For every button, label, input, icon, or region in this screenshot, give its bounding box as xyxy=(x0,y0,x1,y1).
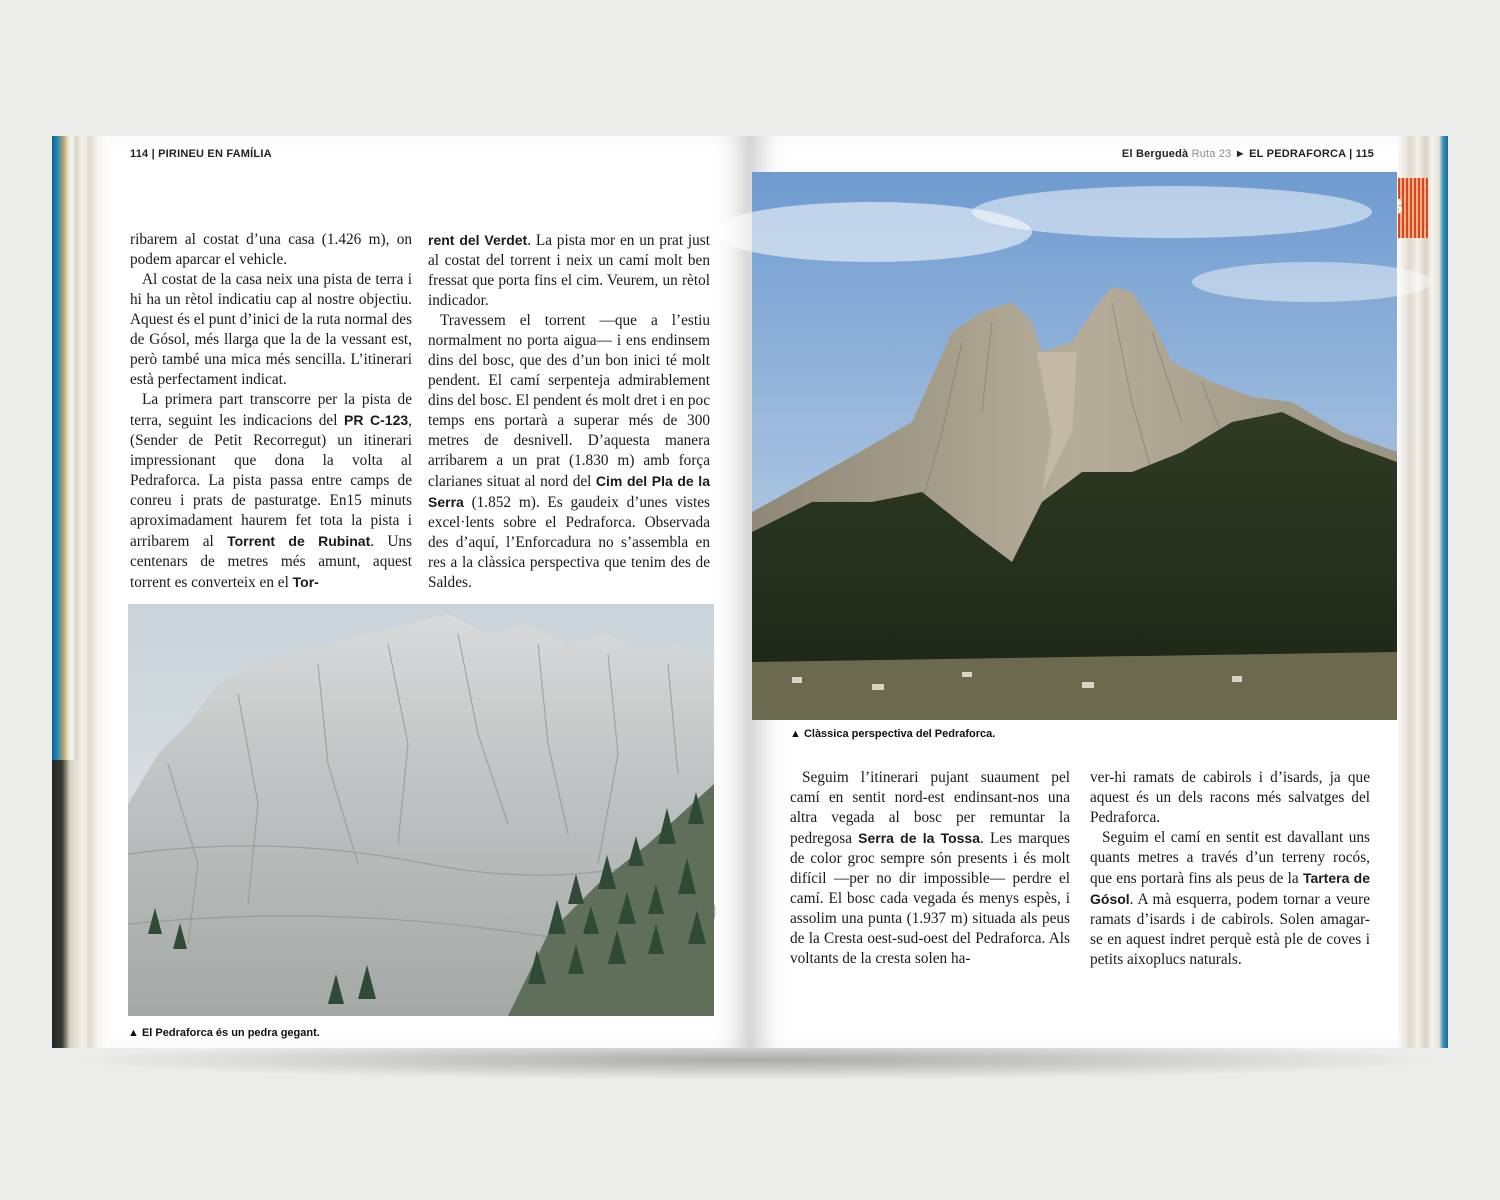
right-photo-caption: ▲ Clàssica perspectiva del Pedraforca. xyxy=(790,728,996,740)
arrow-icon: ► xyxy=(1234,148,1246,160)
bold-place-name: Serra de la Tossa xyxy=(858,830,980,846)
paragraph xyxy=(790,768,1070,969)
text-run: ver-hi ramats de cabirols i d’isards, ja que aquest és un dels racons més salvatges del Pedraforca. xyxy=(1090,769,1370,826)
paragraph xyxy=(130,270,412,390)
right-running-head xyxy=(1122,148,1374,160)
paragraph xyxy=(130,230,412,270)
text-run: Seguim el camí en sentit est davallant uns quants metres a través d’un terreny rocós, que ens portarà fins als peus de la xyxy=(1090,829,1370,887)
rock-wall-illustration xyxy=(128,604,714,1016)
text-run: ribarem al costat d’una casa (1.426 m), on podem aparcar el vehicle. xyxy=(130,231,412,268)
text-run: Seguim l’itinerari pujant suaument pel camí en sentit nord-est endinsant-nos una altra vegada al bosc per remuntar la pedregosa xyxy=(790,769,1070,847)
right-column-1 xyxy=(790,768,1070,969)
chapter-edge-marker xyxy=(1398,178,1428,238)
left-column-1 xyxy=(130,230,412,593)
left-running-head: 114 | PIRINEU EN FAMÍLIA xyxy=(130,148,272,160)
text-run: . La pista mor en un prat just al costat del torrent i neix un camí molt ben fressat que porta fins el cim. Veurem, un rètol indicador. xyxy=(428,232,710,309)
running-head-route: Ruta 23 xyxy=(1191,148,1232,160)
paragraph xyxy=(1090,828,1370,970)
text-run: Travessem el torrent —que a l’estiu normalment no porta aigua— i ens endinsem dins del bosc, que des d’un bon inici té molt pendent. El camí serpenteja admirablement dins del bosc. El pendent és molt dret i en poc temps ens portarà a superar més de 300 metres de desnivell. D’aquesta manera arribarem a un prat (1.830 m) amb força clarianes situat al nord del xyxy=(428,312,710,490)
bold-place-name: PR C-123 xyxy=(344,412,409,428)
text-run: . A mà esquerra, podem tornar a veure ramats d’isards i de cabirols. Solen amagar-se en aquest indret perquè està ple de coves i petits aixoplucs naturals. xyxy=(1090,891,1370,968)
text-run: . Uns centenars de metres més amunt, aquest torrent es converteix en el xyxy=(130,533,413,591)
running-head-region: El Berguedà xyxy=(1121,148,1189,160)
paragraph xyxy=(1090,768,1370,828)
running-head-title: EL PEDRAFORCA | 115 xyxy=(1249,148,1374,160)
bold-place-name: Tartera de Gósol xyxy=(1090,870,1370,907)
paragraph xyxy=(428,230,710,311)
bold-place-name: rent del Verdet xyxy=(428,232,528,248)
right-column-2 xyxy=(1090,768,1370,970)
text-run: (1.852 m). Es gaudeix d’unes vistes excel·lents sobre el Pedraforca. Observada des d’aquí, l’Enforcadura no s’assembla en res a la clàssica perspectiva que tenim des de Saldes. xyxy=(428,494,710,591)
bold-place-name: Cim del Pla de la Serra xyxy=(428,473,710,510)
left-column-2 xyxy=(428,230,710,593)
text-run: . Les marques de color groc sempre són presents i és molt difícil —per no dir impossible— perdre el camí. El bosc cada vegada és menys espès, i assolim una punta (1.937 m) situada als peus de la Cresta oest-sud-oest del Pedraforca. Als voltants de la cresta solen ha- xyxy=(790,830,1070,967)
text-run: Al costat de la casa neix una pista de terra i hi ha un rètol indicatiu cap al nostre objectiu. Aquest és el punt d’inici de la ruta normal des de Gósol, més llarga que la de la vessant est, però també una mica més sencilla. L’itinerari està perfectament indicat. xyxy=(130,271,412,388)
paragraph xyxy=(428,311,710,593)
text-run: , (Sender de Petit Recorregut) un itinerari impressionant que dona la volta al Pedraforca. La pista passa entre camps de conreu i prats de pasturatge. En15 minuts aproximadament haurem fet tota la pista i arribarem al xyxy=(130,412,412,550)
bold-place-name: Tor- xyxy=(292,574,319,590)
bold-place-name: Torrent de Rubinat xyxy=(227,533,371,549)
text-run: La primera part transcorre per la pista de terra, seguint les indicacions del xyxy=(130,391,412,429)
left-photo-caption: ▲ El Pedraforca és un pedra gegant. xyxy=(128,1027,320,1039)
paragraph xyxy=(130,390,412,593)
photo-rock-wall xyxy=(128,604,714,1016)
pedraforca-illustration xyxy=(752,172,1397,720)
page-stack-left-dark xyxy=(52,760,80,1048)
photo-pedraforca xyxy=(752,172,1397,720)
